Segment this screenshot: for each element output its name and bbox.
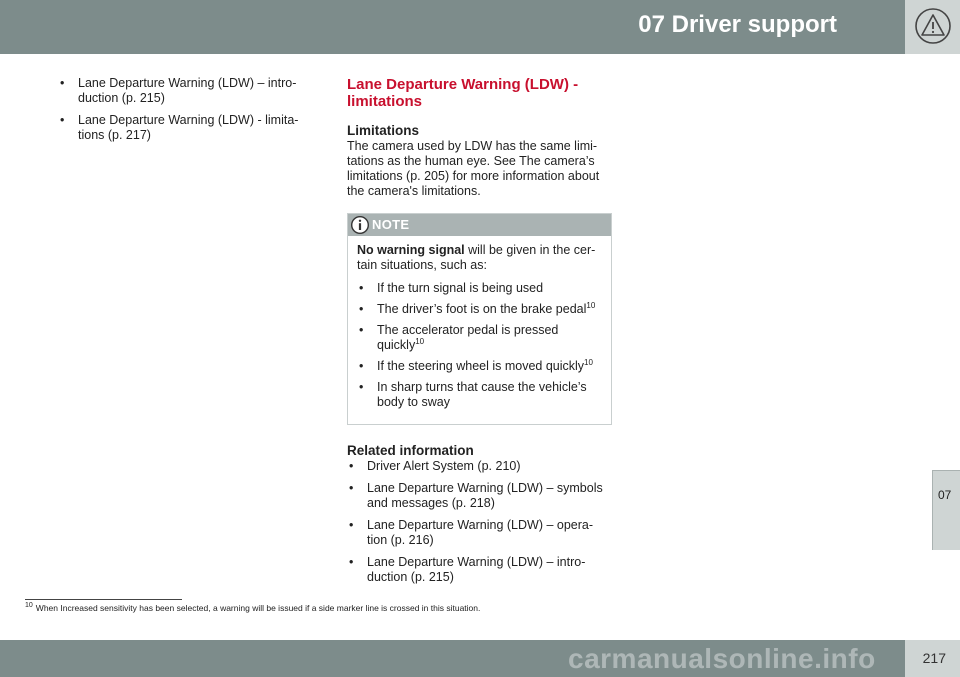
footnote-divider [25, 599, 182, 600]
note-label: NOTE [372, 217, 410, 232]
note-item [357, 302, 602, 317]
note-item-text: In sharp turns that cause the vehicle’s body to sway [377, 380, 587, 409]
right-column [347, 76, 615, 592]
note-item-text: If the steering wheel is moved quickly [377, 359, 585, 373]
warning-triangle-icon [914, 7, 952, 45]
footnote-text: When Increased sensitivity has been selected, a warning will be issued if a side marker line is crossed in this situation. [35, 603, 481, 613]
footnote-ref[interactable]: 10 [415, 336, 425, 346]
note-item [357, 359, 602, 374]
note-item-text: The driver’s foot is on the brake pedal [377, 302, 587, 316]
chapter-tab-label: 07 [938, 488, 952, 502]
footnote [25, 603, 480, 613]
link-ldw-introduction[interactable]: • Lane Departure Warning (LDW) – intro- duction (p. 215) [347, 555, 615, 585]
note-item [357, 281, 602, 296]
page-number: 217 [922, 650, 946, 666]
note-box [347, 213, 612, 425]
chapter-title: 07 Driver support [638, 11, 837, 38]
limitations-text: The camera used by LDW has the same limi- tations as the human eye. See The camera’s limitations (p. 205) for more information about the camera's limitations. [347, 139, 600, 198]
note-lead [357, 243, 602, 273]
link-ldw-limitations[interactable]: • Lane Departure Warning (LDW) - limita- tions (p. 217) [58, 113, 308, 143]
note-item-text: If the turn signal is being used [377, 281, 544, 295]
note-lead-bold: No warning signal [357, 243, 465, 257]
related-heading: Related information [347, 443, 474, 458]
link-driver-alert-system[interactable]: • Driver Alert System (p. 210) [347, 459, 615, 474]
left-column [58, 76, 308, 150]
limitations-heading: Limitations [347, 123, 420, 138]
chapter-tab[interactable] [932, 470, 960, 550]
link-ldw-introduction[interactable]: • Lane Departure Warning (LDW) – intro- duction (p. 215) [58, 76, 308, 106]
footnote-ref[interactable]: 10 [584, 357, 593, 367]
link-ldw-operation[interactable]: • Lane Departure Warning (LDW) – opera- tion (p. 216) [347, 518, 615, 548]
note-item-text: The accelerator pedal is pressed quickly [377, 323, 559, 352]
info-icon [350, 215, 370, 235]
watermark: carmanualsonline.info [568, 643, 876, 674]
page-header [0, 0, 905, 54]
related-link-list [347, 459, 615, 585]
note-item [357, 323, 602, 353]
left-link-list [58, 76, 308, 143]
note-lead-rest: will be given in the cer- tain situations, such as: [357, 243, 596, 272]
note-header [348, 214, 611, 236]
header-icon-box [905, 0, 960, 54]
note-item [357, 380, 602, 410]
footnote-ref[interactable]: 10 [586, 300, 596, 310]
section-title: Lane Departure Warning (LDW) - limitations [347, 76, 579, 110]
note-list [357, 281, 602, 410]
link-ldw-symbols-messages[interactable]: • Lane Departure Warning (LDW) – symbols and messages (p. 218) [347, 481, 615, 511]
footnote-number: 10 [25, 602, 33, 610]
note-body [348, 236, 611, 424]
